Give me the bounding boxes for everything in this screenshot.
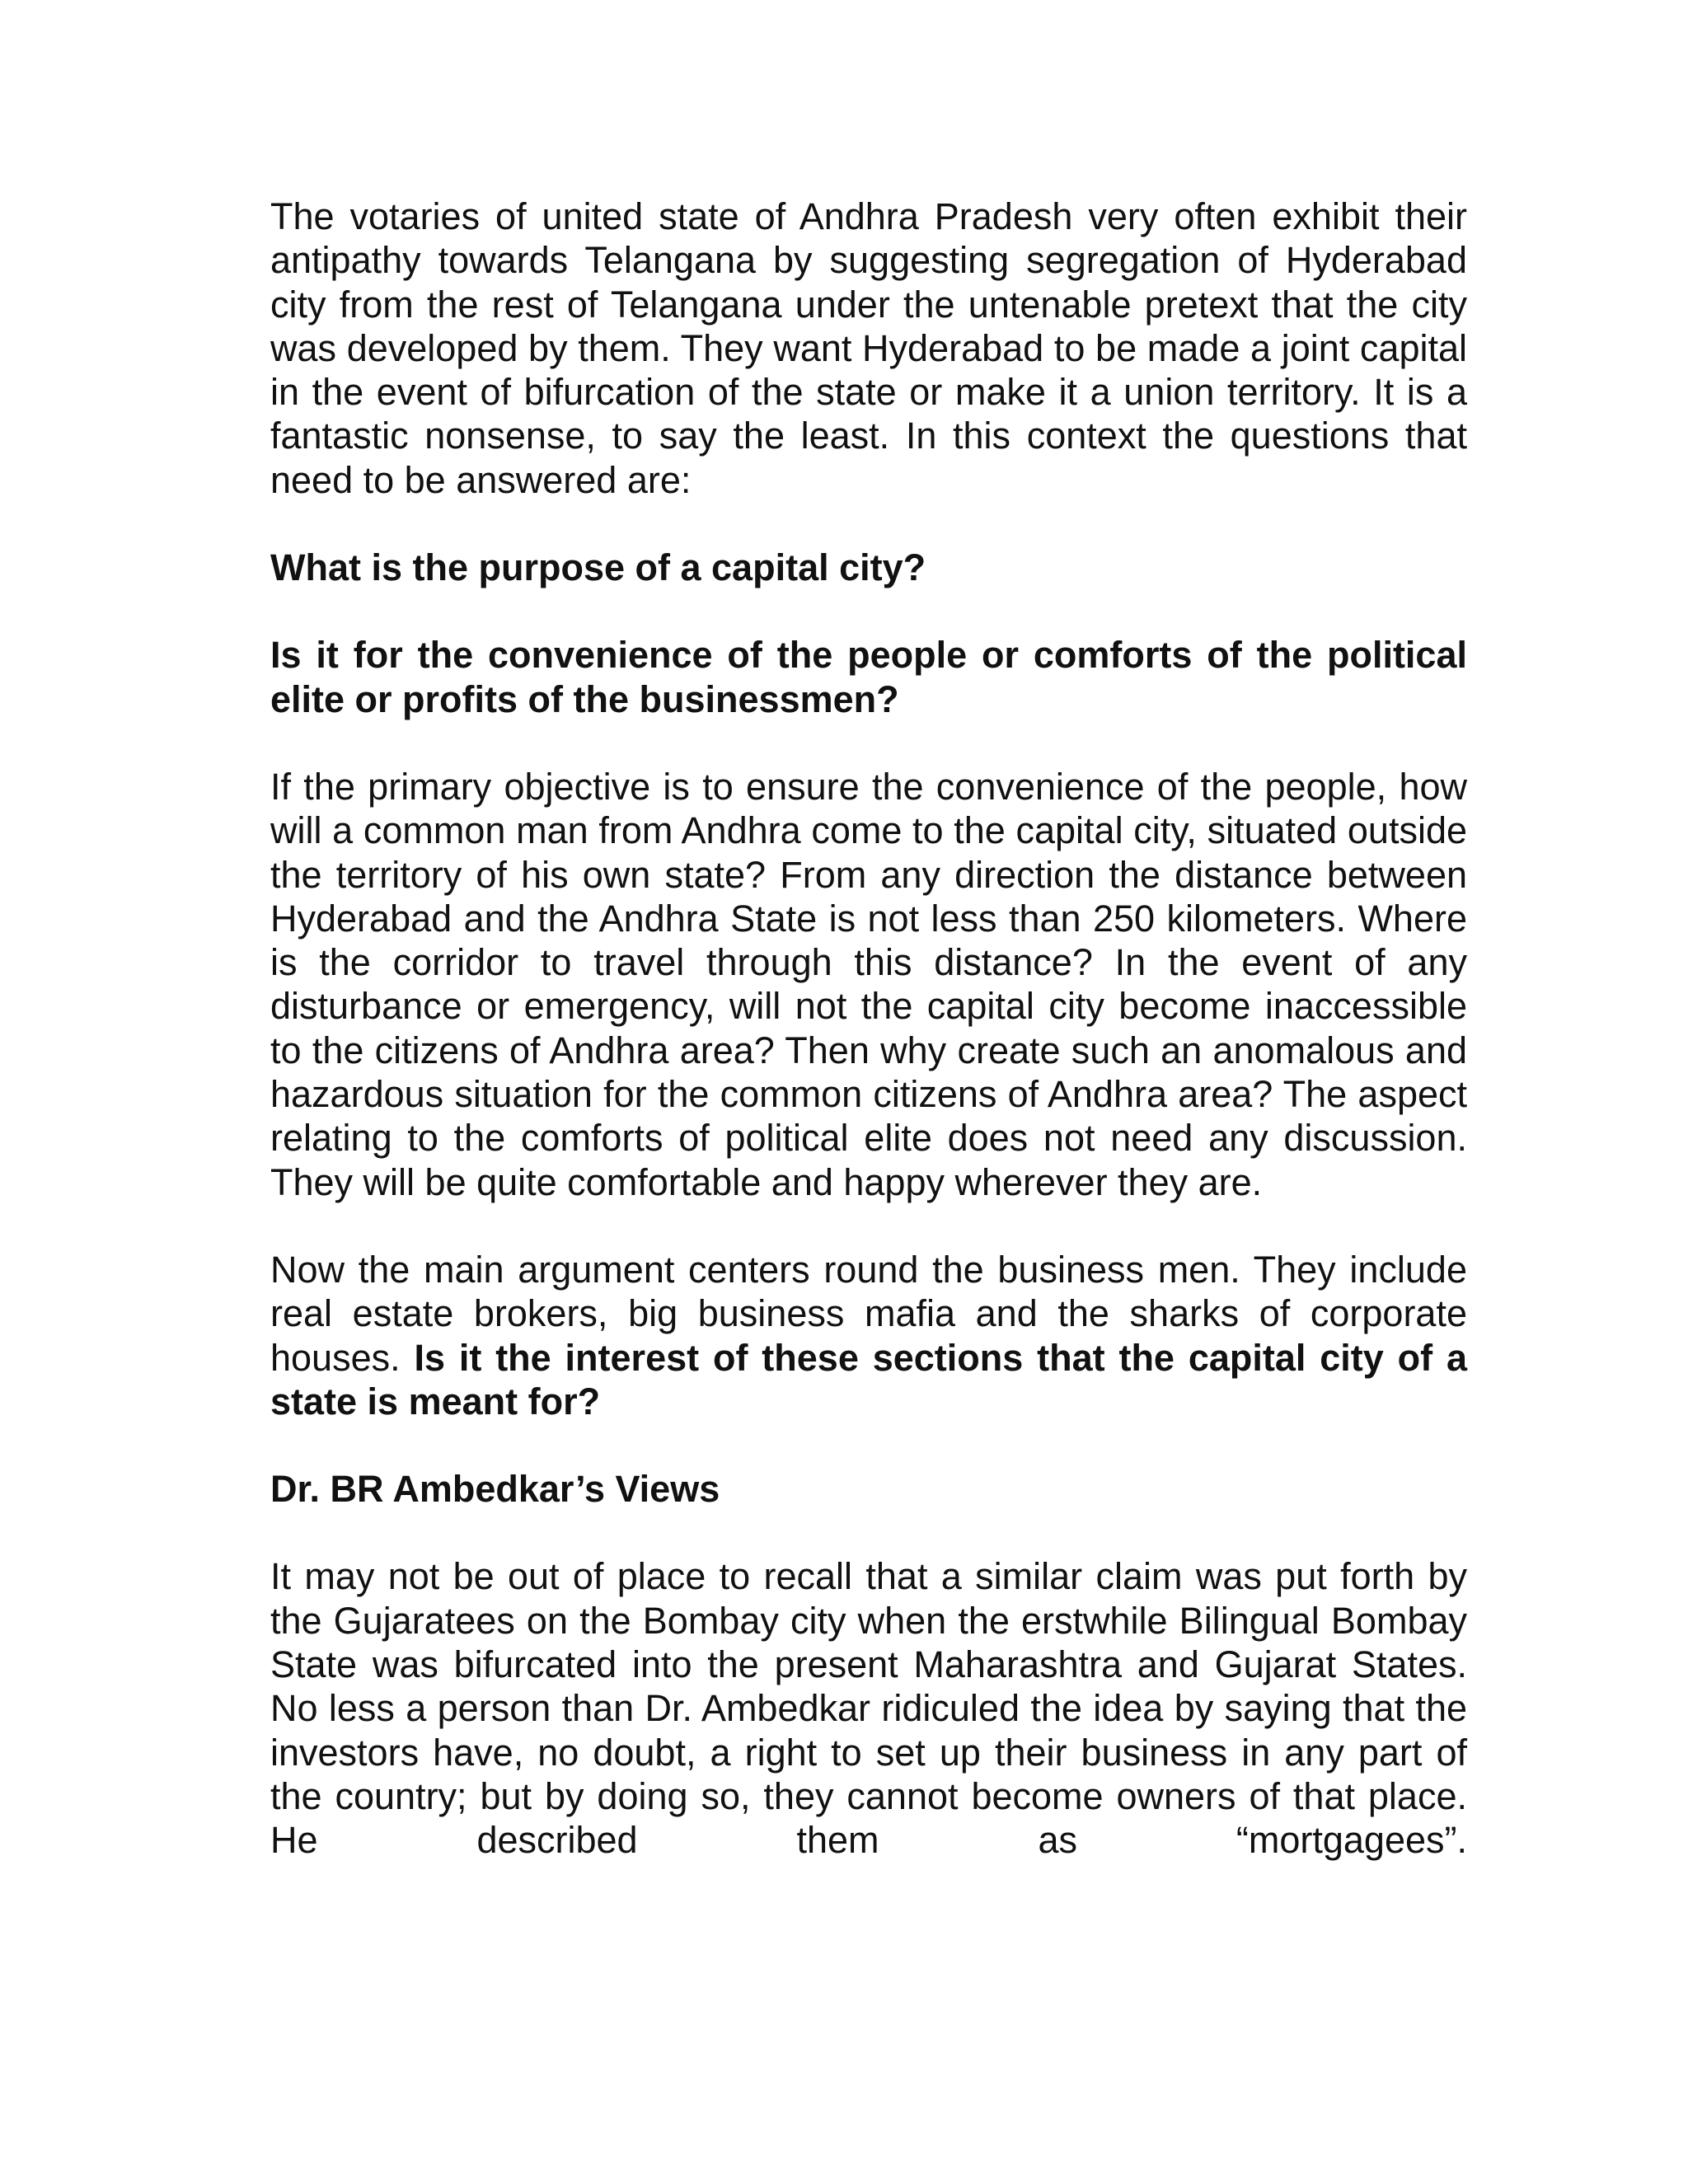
- intro-paragraph: The votaries of united state of Andhra Pradesh very often exhibit their antipathy towards Telangana by suggesting segregation of Hyderabad city from the rest of Telangana under the untenable pretext that the city was developed by them. They want Hyderabad to be made a joint capital in the event of bifurcation of the state or make it a union territory. It is a fantastic nonsense, to say the least. In this context the questions that need to be answered are:: [270, 195, 1467, 501]
- question-convenience: Is it for the convenience of the people or comforts of the political elite or profits of the businessmen?: [270, 634, 1467, 720]
- document-page: [270, 194, 1467, 1863]
- business-paragraph: [270, 1248, 1467, 1423]
- business-paragraph-text: Now the main argument centers round the business men. They include real estate brokers, big business mafia and the sharks of corporate houses.: [270, 1248, 1467, 1379]
- ambedkar-heading: Dr. BR Ambedkar’s Views: [270, 1468, 720, 1511]
- convenience-paragraph: If the primary objective is to ensure the convenience of the people, how will a common man from Andhra come to the capital city, situated outside the territory of his own state? From any direction the distance between Hyderabad and the Andhra State is not less than 250 kilometers. Where is the corridor to travel through this distance? In the event of any disturbance or emergency, will not the capital city become inaccessible to the citizens of Andhra area? Then why create such an anomalous and hazardous situation for the common citizens of Andhra area? The aspect relating to the comforts of political elite does not need any discussion. They will be quite comfortable and happy wherever they are.: [270, 765, 1467, 1203]
- business-paragraph-question: Is it the interest of these sections that the capital city of a state is meant for?: [270, 1336, 1467, 1422]
- ambedkar-paragraph: It may not be out of place to recall that a similar claim was put forth by the Gujaratees on the Bombay city when the erstwhile Bilingual Bombay State was bifurcated into the present Maharashtra and Gujarat States. No less a person than Dr. Ambedkar ridiculed the idea by saying that the investors have, no doubt, a right to set up their business in any part of the country; but by doing so, they cannot become owners of that place. He described them as “mortgagees”.: [270, 1555, 1467, 1862]
- question-capital-purpose: What is the purpose of a capital city?: [270, 546, 926, 589]
